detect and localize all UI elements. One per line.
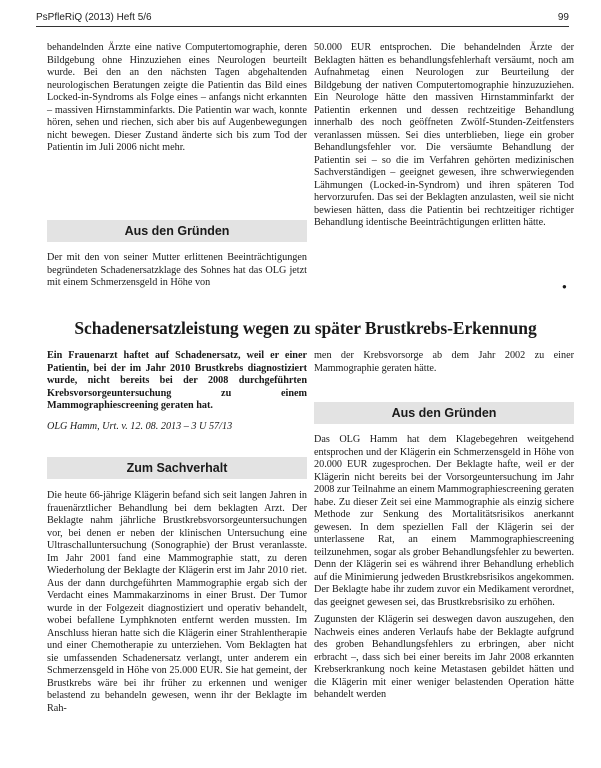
article-lead: Ein Frauenarzt haftet auf Schadenersatz, weil er einer Patientin, bei der im Jahr 2010 Brustkrebs diagnostiziert wurde, nicht bereits bei der 2008 durchgeführten Krebsvorsorgeuntersuchung zu einem Mammographiescreening geraten hat. [47, 350, 307, 411]
section-heading-reasons: Aus den Gründen [314, 402, 574, 424]
prev-article-para: behandelnden Ärzte eine native Computertomographie, deren Bildgebung ohne Hinzuziehen eines Neurologen beurteilt wurde. Bei den an den nächsten Tagen abgehaltenden neurologischen Beratungen zeigte die Patientin das Bild eines Locked-in-Syndroms als Folge eines – anfangs nicht erkannten – massiven Hirnstamminfarkts. Die Patientin war wach, konnte hören, sehen und riechen, sich aber bis auf Augenbewegungen nicht bewegen. Dieser Zustand änderte sich bis zum Tod der Patientin im Juli 2006 nicht mehr. [47, 42, 307, 153]
facts-para: Die heute 66-jährige Klägerin befand sich seit langen Jahren in frauenärztlicher Behandlung bei dem beklagten Arzt. Der Beklagte nahm jährliche Brustkrebsvorsorgeuntersuchungen vor, bei denen er neben der klinischen Untersuchung eine Ultraschalluntersuchung (Sonographie) der Brust veranlasste. Im Jahr 2001 fand eine Mammographie statt, zu deren Wiederholung der Beklagte der Klägerin erst im Jahr 2010 riet. Aus der dann durchgeführten Mammographie ergab sich der Verdacht eines Mammakarzinoms in einer Brust. Der Tumor wurde in der Folgezeit diagnostiziert und operativ behandelt, wobei befallene Lymphknoten entfernt werden mussten. Im Anschluss hieran hatte sich die Klägerin einer Strahlentherapie und einer Chemotherapie zu unterziehen. Vom Beklagten hat sie umfassenden Schadenersatz verlangt, unter anderem ein Schmerzensgeld in Höhe von 25.000 EUR. Sie hat gemeint, der Brustkrebs wäre bei ihr früher zu erkennen und weniger belastend zu behandeln gewesen, wenn ihr der Beklagte im Rah- [47, 490, 307, 714]
prev-article-left-col-2 [47, 252, 307, 290]
prev-article-right-col [314, 42, 574, 230]
header-rule [36, 26, 569, 27]
running-header [36, 12, 569, 30]
journal-citation: PsPfleRiQ (2013) Heft 5/6 [36, 12, 152, 23]
court-citation: OLG Hamm, Urt. v. 12. 08. 2013 – 3 U 57/13 [47, 420, 233, 432]
article-title: Schadenersatzleistung wegen zu später Brustkrebs-Erkennung [74, 318, 537, 338]
prev-article-para: Der mit den von seiner Mutter erlittenen Beeinträchtigungen begründeten Schadenersatzklage des Sohnes hat das OLG jetzt mit einem Schmerzensgeld in Höhe von [47, 252, 307, 288]
article-left-col [47, 350, 307, 433]
section-heading-reasons-prev: Aus den Gründen [47, 220, 307, 242]
reasons-para: Das OLG Hamm hat dem Klagebegehren weitgehend entsprochen und der Klägerin ein Schmerzensgeld in Höhe von 20.000 EUR zugesprochen. Der Beklagte hafte, weil er der Klägerin nicht bereits bei der Vorsorgeuntersuchung im Jahr 2008 zur Teilnahme an einem Mammographiescreening geraten habe. Zu dieser Zeit sei eine Mammographie als einzig sichere Methode zur Senkung des Mortalitätsrisikos anerkannt gewesen. In dem speziellen Fall der Klägerin sei der unterlassene Rat, an einem Mammographiescreening teilzunehmen, sogar als grober Behandlungsfehler zu bewerten. Denn der Klägerin sei es während ihrer Behandlung erheblich auf die Minimierung jedweden Brustkrebsrisikos angekommen. Der Beklagte habe ihr zudem zuvor ein Medikament verordnet, das geeignet gewesen sei, das Brustkrebsrisiko zu erhöhen. [314, 434, 574, 608]
article-right-col [314, 350, 574, 375]
page-number: 99 [557, 12, 569, 23]
prev-article-left-col [47, 42, 307, 155]
reasons-para: Zugunsten der Klägerin sei deswegen davon auszugehen, den Nachweis eines anderen Verlaufs habe der Beklagte aufgrund des groben Behandlungsfehlers zu erbringen, aber nicht erbracht –, dass sich bei einer bereits im Jahr 2008 erkannten Krebserkrankung noch keine Metastasen gebildet hätten und die Klägerin mit einer weniger belastenden Operation hätte behandelt werden [314, 614, 574, 700]
facts-col [47, 490, 307, 715]
reasons-col [314, 434, 574, 702]
section-heading-facts: Zum Sachverhalt [47, 457, 307, 479]
article-lead-continuation: men der Krebsvorsorge ab dem Jahr 2002 zu einer Mammographie geraten hätte. [314, 350, 574, 374]
prev-article-para: 50.000 EUR entsprochen. Die behandelnden Ärzte der Beklagten hätten es behandlungsfehlerhaft versäumt, noch am Aufnahmetag einen Neurologen zur Beurteilung der Bildgebung der nativen Computertomographie hinzuzuziehen. Ein Neurologe hätte den massiven Hirnstamminfarkt der Patientin erkennen und dessen rechtzeitige Behandlung innerhalb des noch geöffneten Zwölf-Stunden-Zeitfensters veranlassen müssen. Sei dies unterblieben, liege ein grober Behandlungsfehler vor. Die versäumte Behandlung der Patientin sei – so die im Verfahren gehörten medizinischen Sachverständigen – geeignet gewesen, ihre schwerwiegenden Lähmungen (Locked-in-Syndrom) und ihren späteren Tod hervorzurufen. Das sei der Beklagten anzulasten, weil sie nicht bewiesen hätten, dass die Patientin bei rechtzeitiger richtiger Behandlung identische Beeinträchtigungen erlitten hätte. [314, 42, 574, 228]
end-of-article-mark: ● [562, 282, 567, 291]
